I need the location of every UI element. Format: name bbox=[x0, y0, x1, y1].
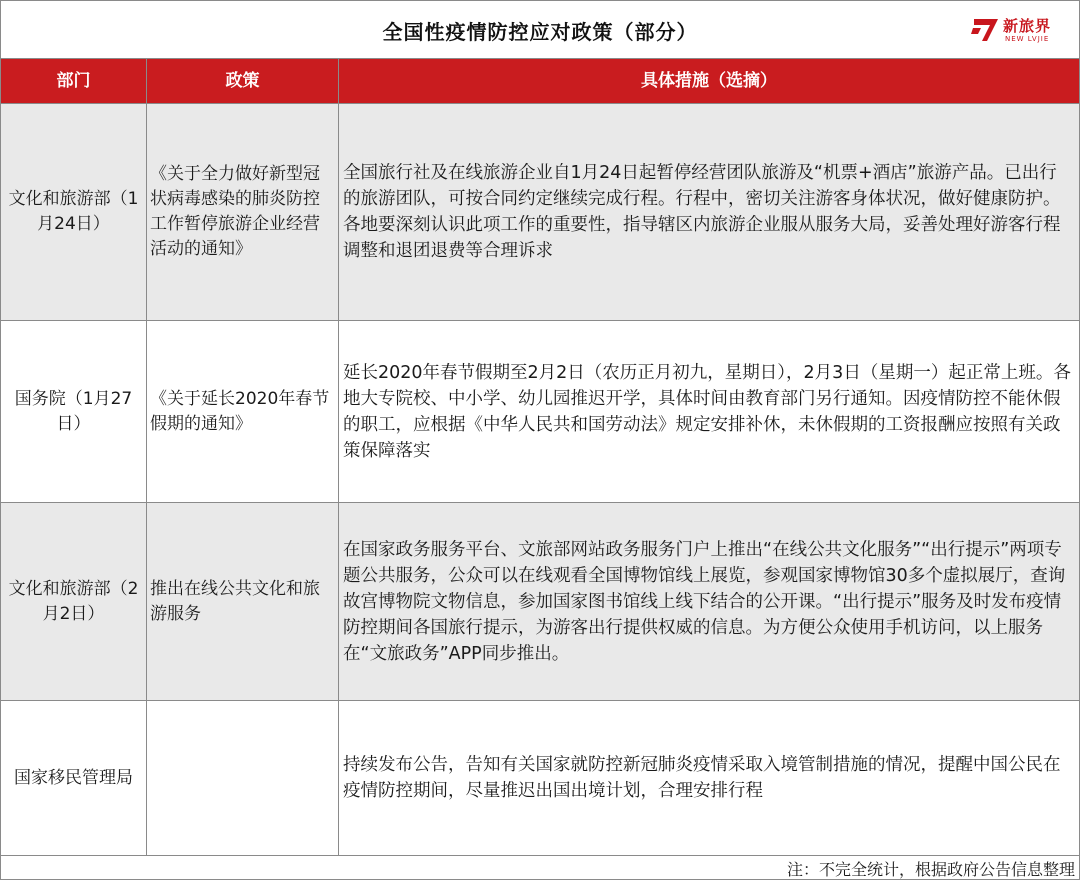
policy-text: 《关于延长2020年春节假期的通知》 bbox=[150, 388, 330, 434]
dept-cell bbox=[1, 701, 147, 855]
policy-cell bbox=[147, 503, 339, 700]
measures-cell bbox=[339, 104, 1079, 320]
measures-cell bbox=[339, 503, 1079, 700]
policy-text: 《关于全力做好新型冠状病毒感染的肺炎防控工作暂停旅游企业经营活动的通知》 bbox=[150, 164, 320, 259]
policy-cell bbox=[147, 321, 339, 502]
dept-cell bbox=[1, 321, 147, 502]
dept-text: 国家移民管理局 bbox=[14, 767, 133, 788]
page-title: 全国性疫情防控应对政策（部分） bbox=[382, 20, 698, 44]
title-bar bbox=[1, 1, 1079, 59]
policy-text: 推出在线公共文化和旅游服务 bbox=[150, 578, 320, 624]
measures-cell bbox=[339, 701, 1079, 855]
policy-cell bbox=[147, 104, 339, 320]
table-row bbox=[1, 321, 1079, 503]
table-row bbox=[1, 104, 1079, 321]
footer-note: 注：不完全统计，根据政府公告信息整理 bbox=[786, 860, 1075, 879]
header-dept: 部门 bbox=[1, 59, 147, 103]
dept-text: 文化和旅游部（1月24日） bbox=[8, 189, 139, 234]
measures-text: 在国家政务服务平台、文旅部网站政务服务门户上推出“在线公共文化服务”“出行提示”两项专题公共服务，公众可以在线观看全国博物馆线上展览，参观国家博物馆30多个虚拟展厅，查询故宫博物院文物信息，参加国家图书馆线上线下结合的公开课。“出行提示”服务及时发布疫情防控期间各国旅行提示，为游客出行提供权威的信息。为方便公众使用手机访问，以上服务在“文旅政务”APP同步推出。 bbox=[343, 539, 1066, 664]
footer bbox=[1, 856, 1079, 879]
header-policy: 政策 bbox=[147, 59, 339, 103]
policy-cell bbox=[147, 701, 339, 855]
dept-text: 文化和旅游部（2月2日） bbox=[8, 578, 139, 624]
table-header bbox=[1, 59, 1079, 104]
logo-subtext: NEW LVJIE bbox=[1005, 35, 1050, 43]
measures-cell bbox=[339, 321, 1079, 502]
header-measures: 具体措施（选摘） bbox=[641, 71, 777, 91]
brand-logo bbox=[971, 11, 1063, 47]
table-row bbox=[1, 701, 1079, 856]
measures-text: 持续发布公告，告知有关国家就防控新冠肺炎疫情采取入境管制措施的情况，提醒中国公民在疫情防控期间，尽量推迟出国出境计划，合理安排行程 bbox=[343, 755, 1061, 801]
logo-mark-icon bbox=[971, 15, 1001, 43]
logo-text: 新旅界 bbox=[1003, 17, 1052, 35]
table-row bbox=[1, 503, 1079, 701]
dept-text: 国务院（1月27日） bbox=[14, 388, 133, 434]
measures-text: 延长2020年春节假期至2月2日（农历正月初九，星期日），2月3日（星期一）起正常上班。各地大专院校、中小学、幼儿园推迟开学，具体时间由教育部门另行通知。因疫情防控不能休假的职工，应根据《中华人民共和国劳动法》规定安排补休，未休假期的工资报酬应按照有关政策保障落实 bbox=[343, 362, 1071, 461]
dept-cell bbox=[1, 104, 147, 320]
dept-cell bbox=[1, 503, 147, 700]
measures-text: 全国旅行社及在线旅游企业自1月24日起暂停经营团队旅游及“机票+酒店”旅游产品。已出行的旅游团队，可按合同约定继续完成行程。行程中，密切关注游客身体状况，做好健康防护。各地要深刻认识此项工作的重要性，指导辖区内旅游企业服从服务大局，妥善处理好游客行程调整和退团退费等合理诉求 bbox=[343, 163, 1061, 261]
